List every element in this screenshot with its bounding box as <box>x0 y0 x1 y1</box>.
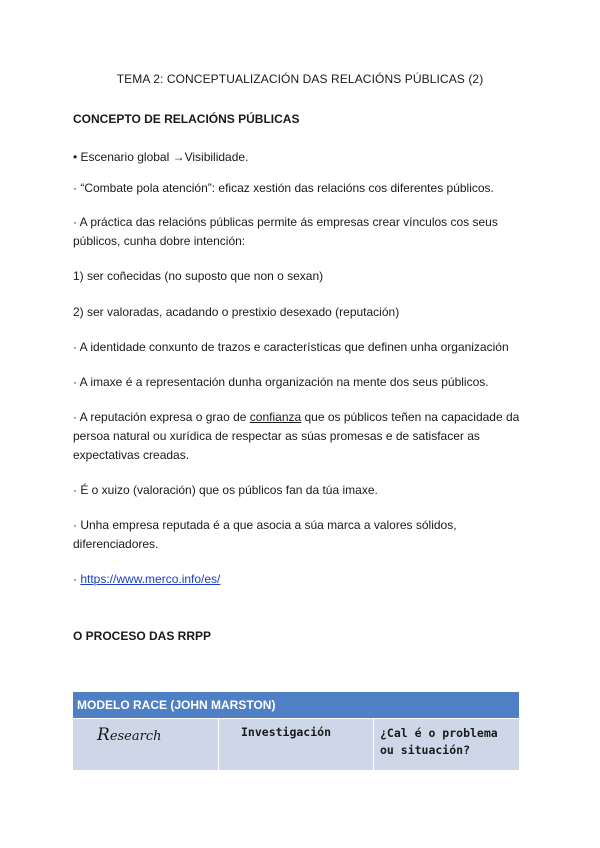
section-heading-concepto: CONCEPTO DE RELACIÓNS PÚBLICAS <box>73 112 300 126</box>
paragraph-3: · A práctica das relacións públicas permite ás empresas crear vínculos cos seus públicos, cunha dobre intención: <box>73 215 498 248</box>
paragraph-5: 2) ser valoradas, acadando o prestixio desexado (reputación) <box>73 305 400 319</box>
race-phase-cell: Investigación <box>219 719 373 770</box>
paragraph-reputation <box>73 408 533 465</box>
merco-link[interactable]: https://www.merco.info/es/ <box>80 572 221 586</box>
race-question-cell: ¿Cal é o problema ou situación? <box>374 719 519 770</box>
table-row <box>73 719 519 770</box>
race-letter-initial: R <box>97 725 110 745</box>
paragraph-8: · É o xuizo (valoración) que os públicos fan da túa imaxe. <box>73 483 378 497</box>
paragraph-1: • Escenario global →Visibilidade. <box>73 150 249 164</box>
link-prefix: · <box>73 572 81 586</box>
race-model-table <box>72 691 520 771</box>
table-header-row <box>73 692 519 718</box>
section-heading-proceso: O PROCESO DAS RRPP <box>73 629 212 643</box>
paragraph-7: · A imaxe é a representación dunha organización na mente dos seus públicos. <box>73 375 489 389</box>
reputation-text-before: · A reputación expresa o grao de <box>73 410 250 424</box>
table-header: MODELO RACE (JOHN MARSTON) <box>73 692 519 718</box>
reputation-text-after: que os públicos teñen na capacidade da persoa natural ou xurídica de respectar as súas promesas e de satisfacer as expectativas creadas. <box>73 410 520 462</box>
reputation-underlined-word: confianza <box>249 410 302 424</box>
document-title: TEMA 2: CONCEPTUALIZACIÓN DAS RELACIÓNS PÚBLICAS (2) <box>116 72 484 86</box>
paragraph-9: · Unha empresa reputada é a que asocia a súa marca a valores sólidos, diferenciadores. <box>73 518 457 551</box>
race-letter-rest: esearch <box>109 729 162 744</box>
paragraph-4: 1) ser coñecidas (no suposto que non o sexan) <box>73 269 324 283</box>
paragraph-6: · A identidade conxunto de trazos e características que definen unha organización <box>73 340 509 354</box>
paragraph-2: · “Combate pola atención”: eficaz xestión das relacións cos diferentes públicos. <box>73 181 494 195</box>
paragraph-link <box>73 570 533 589</box>
race-letter-cell <box>73 719 218 770</box>
